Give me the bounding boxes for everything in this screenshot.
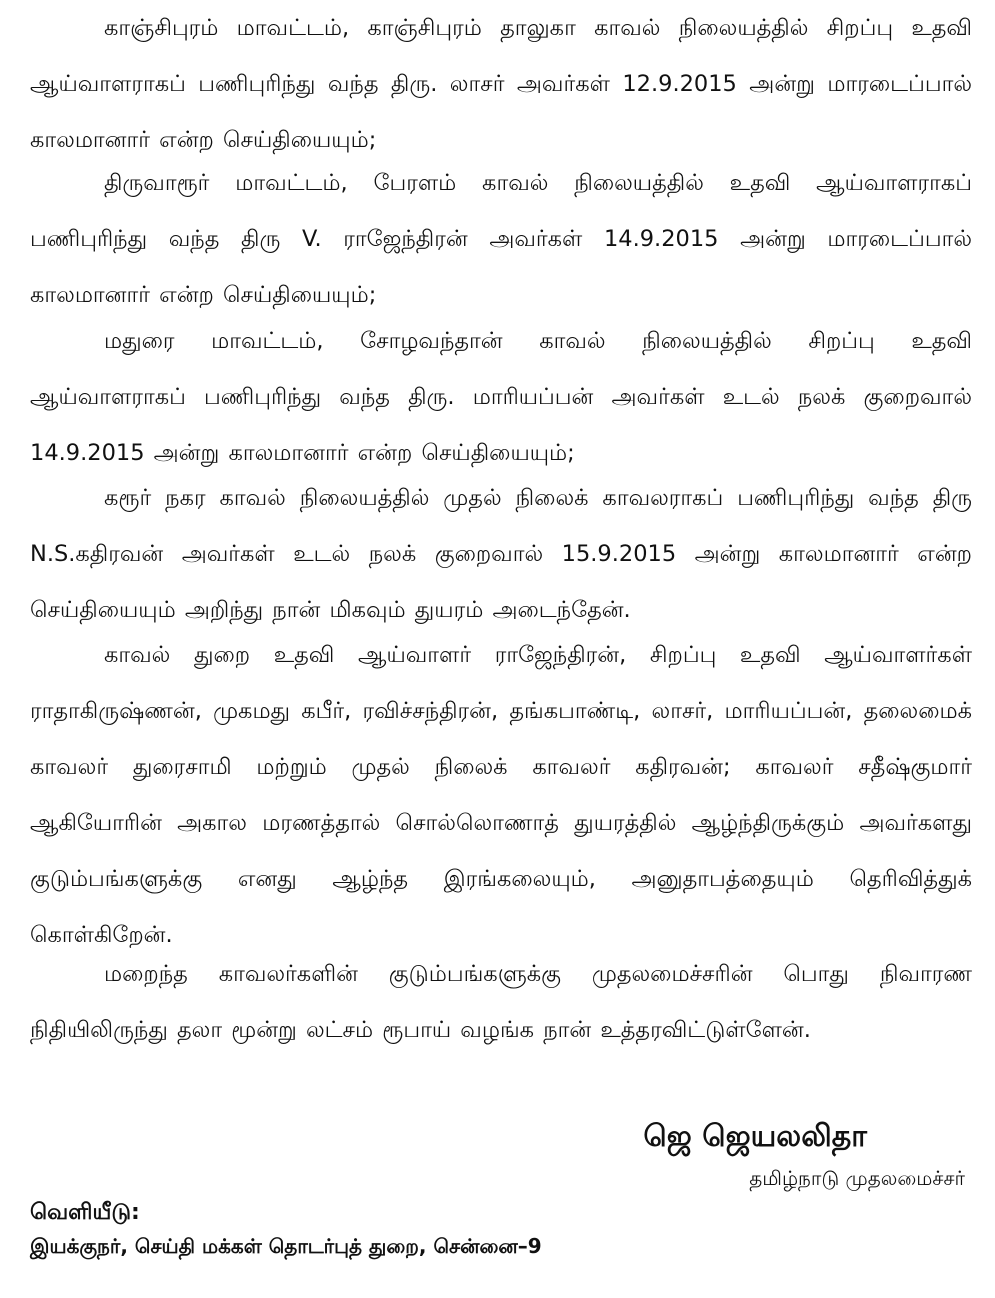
release-info: இயக்குநர், செய்தி மக்கள் தொடர்புத் துறை, சென்னை–9	[30, 1234, 542, 1258]
signatory-title: தமிழ்நாடு முதலமைச்சர்	[749, 1166, 965, 1190]
condolence-paragraph-1: காஞ்சிபுரம் மாவட்டம், காஞ்சிபுரம் தாலுகா காவல் நிலையத்தில் சிறப்பு உதவி ஆய்வாளராகப் பணிபுரிந்து வந்த திரு. லாசர் அவர்கள் 12.9.2015 அன்று மாரடைப்பால் காலமானார் என்ற செய்தியையும்;	[30, 15, 972, 153]
signatory-name: ஜெ ஜெயலலிதா	[643, 1119, 867, 1154]
relief-fund-paragraph: மறைந்த காவலர்களின் குடும்பங்களுக்கு முதலமைச்சரின் பொது நிவாரண நிதியிலிருந்து தலா மூன்று லட்சம் ரூபாய் வழங்க நான் உத்தரவிட்டுள்ளேன்.	[30, 961, 972, 1043]
condolence-paragraph-5: காவல் துறை உதவி ஆய்வாளர் ராஜேந்திரன், சிறப்பு உதவி ஆய்வாளர்கள் ராதாகிருஷ்ணன், முகமது கபீர், ரவிச்சந்திரன், தங்கபாண்டி, லாசர், மாரியப்பன், தலைமைக் காவலர் துரைசாமி மற்றும் முதல் நிலைக் காவலர் கதிரவன்; காவலர் சதீஷ்குமார் ஆகியோரின் அகால மரணத்தால் சொல்லொணாத் துயரத்தில் ஆழ்ந்திருக்கும் அவர்களது குடும்பங்களுக்கு எனது ஆழ்ந்த இரங்கலையும், அனுதாபத்தையும் தெரிவித்துக் கொள்கிறேன்.	[30, 642, 972, 948]
condolence-paragraph-3: மதுரை மாவட்டம், சோழவந்தான் காவல் நிலையத்தில் சிறப்பு உதவி ஆய்வாளராகப் பணிபுரிந்து வந்த திரு. மாரியப்பன் அவர்கள் உடல் நலக் குறைவால் 14.9.2015 அன்று காலமானார் என்ற செய்தியையும்;	[30, 328, 972, 466]
release-label: வெளியீடு:	[30, 1200, 140, 1225]
condolence-paragraph-4: கரூர் நகர காவல் நிலையத்தில் முதல் நிலைக் காவலராகப் பணிபுரிந்து வந்த திரு N.S.கதிரவன் அவர்கள் உடல் நலக் குறைவால் 15.9.2015 அன்று காலமானார் என்ற செய்தியையும் அறிந்து நான் மிகவும் துயரம் அடைந்தேன்.	[30, 485, 972, 623]
condolence-paragraph-2: திருவாரூர் மாவட்டம், பேரளம் காவல் நிலையத்தில் உதவி ஆய்வாளராகப் பணிபுரிந்து வந்த திரு V. ராஜேந்திரன் அவர்கள் 14.9.2015 அன்று மாரடைப்பால் காலமானார் என்ற செய்தியையும்;	[30, 170, 972, 308]
